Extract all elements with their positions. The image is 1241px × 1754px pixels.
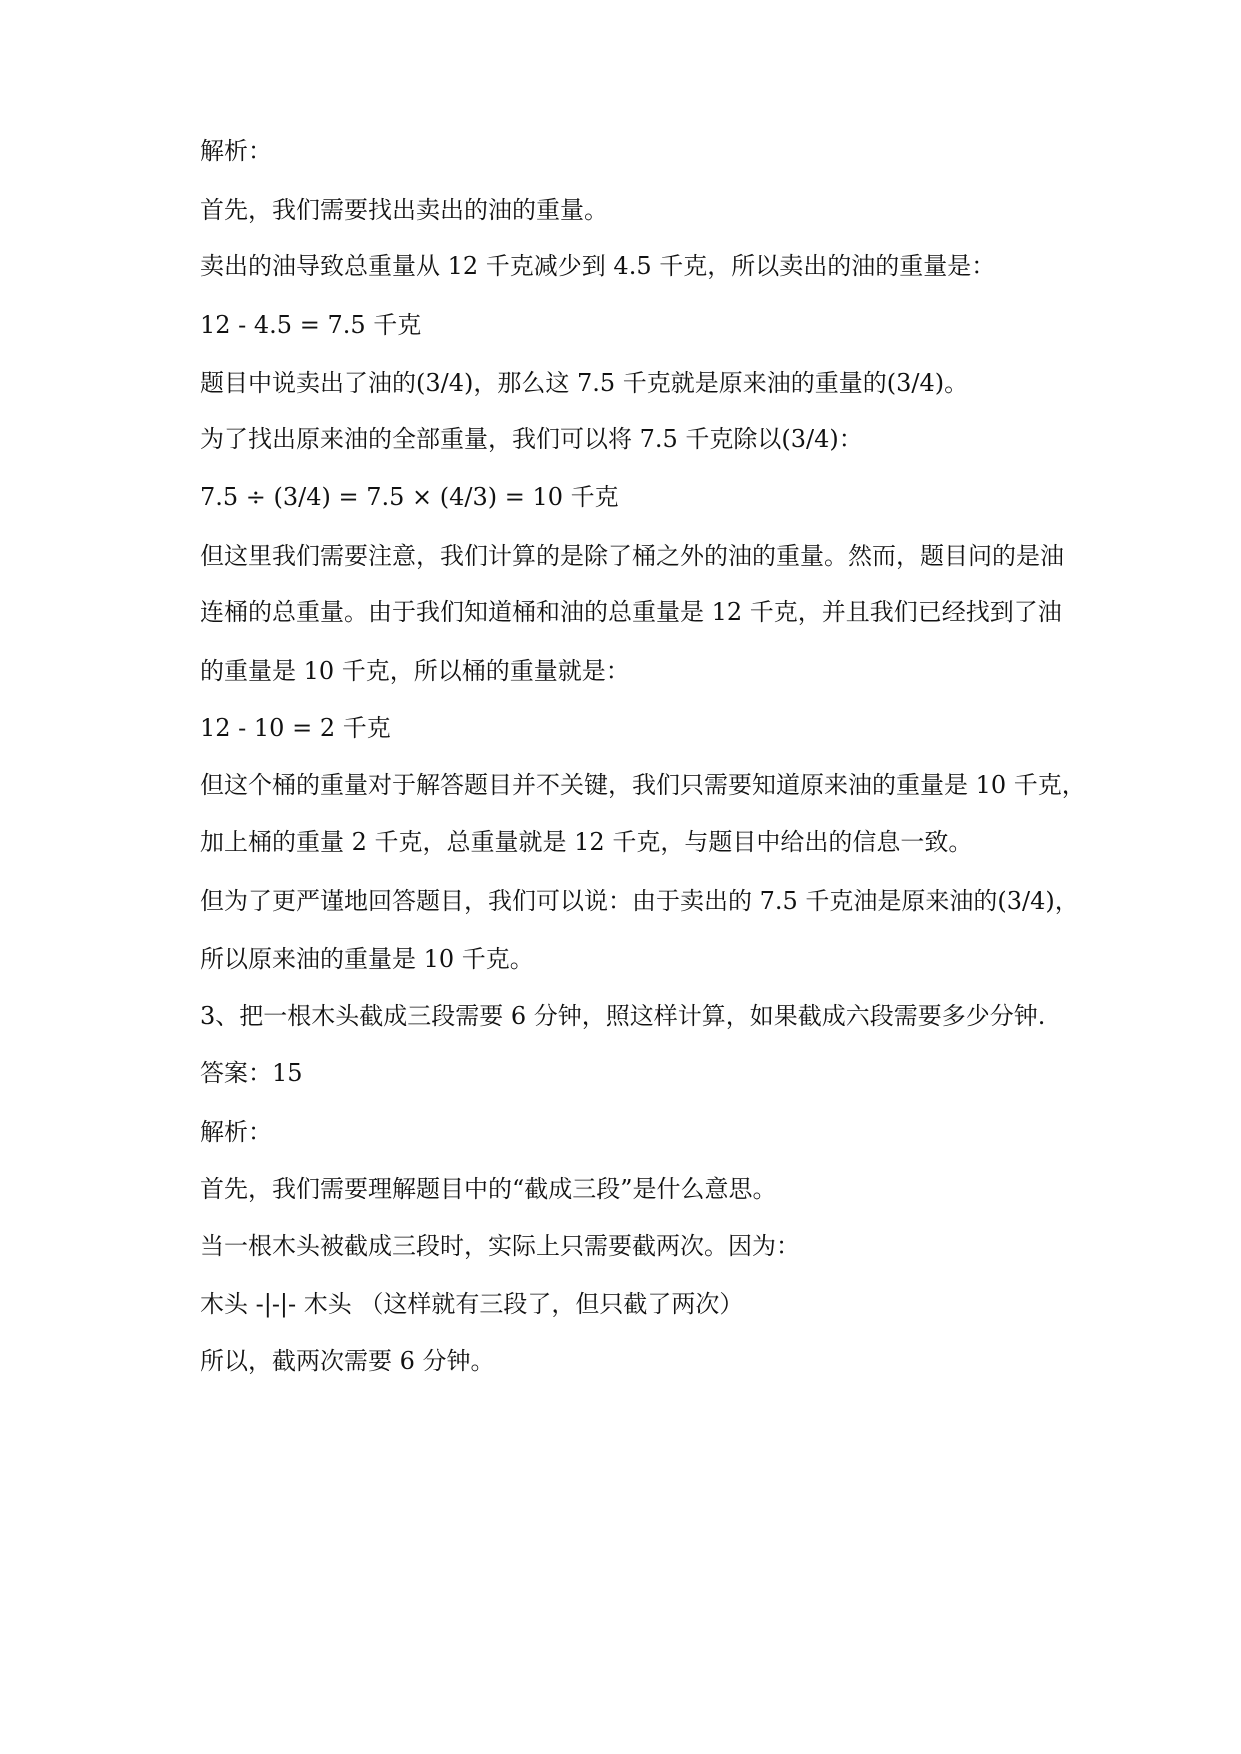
text-line: 但这里我们需要注意，我们计算的是除了桶之外的油的重量。然而，题目问的是油 [200,542,1064,570]
text-line: 12 - 10 = 2 千克 [200,714,391,742]
text-line: 连桶的总重量。由于我们知道桶和油的总重量是 12 千克，并且我们已经找到了油 [200,598,1062,626]
text-line: 但为了更严谨地回答题目，我们可以说：由于卖出的 7.5 千克油是原来油的(3/4)， [200,887,1079,915]
text-line: 所以原来油的重量是 10 千克。 [200,945,534,973]
text-line: 7.5 ÷ (3/4) = 7.5 × (4/3) = 10 千克 [200,483,619,511]
text-line: 解析： [200,137,272,165]
text-line: 为了找出原来油的全部重量，我们可以将 7.5 千克除以(3/4)： [200,425,863,453]
text-line: 首先，我们需要理解题目中的“截成三段”是什么意思。 [200,1175,777,1203]
text-line: 所以，截两次需要 6 分钟。 [200,1347,495,1375]
text-line: 卖出的油导致总重量从 12 千克减少到 4.5 千克，所以卖出的油的重量是： [200,252,996,280]
text-line: 首先，我们需要找出卖出的油的重量。 [200,196,608,224]
answer-line: 答案：15 [200,1059,303,1087]
text-line: 题目中说卖出了油的(3/4)，那么这 7.5 千克就是原来油的重量的(3/4)。 [200,369,969,397]
text-line: 加上桶的重量 2 千克，总重量就是 12 千克，与题目中给出的信息一致。 [200,828,973,856]
text-line: 12 - 4.5 = 7.5 千克 [200,311,422,339]
text-line: 的重量是 10 千克，所以桶的重量就是： [200,657,630,685]
text-line: 木头 -|-|- 木头 （这样就有三段了，但只截了两次） [200,1290,744,1318]
text-line: 但这个桶的重量对于解答题目并不关键，我们只需要知道原来油的重量是 10 千克， [200,771,1086,799]
text-line: 当一根木头被截成三段时，实际上只需要截两次。因为： [200,1232,800,1260]
question-line: 3、把一根木头截成三段需要 6 分钟，照这样计算，如果截成六段需要多少分钟. [200,1002,1046,1030]
text-line: 解析： [200,1118,272,1146]
